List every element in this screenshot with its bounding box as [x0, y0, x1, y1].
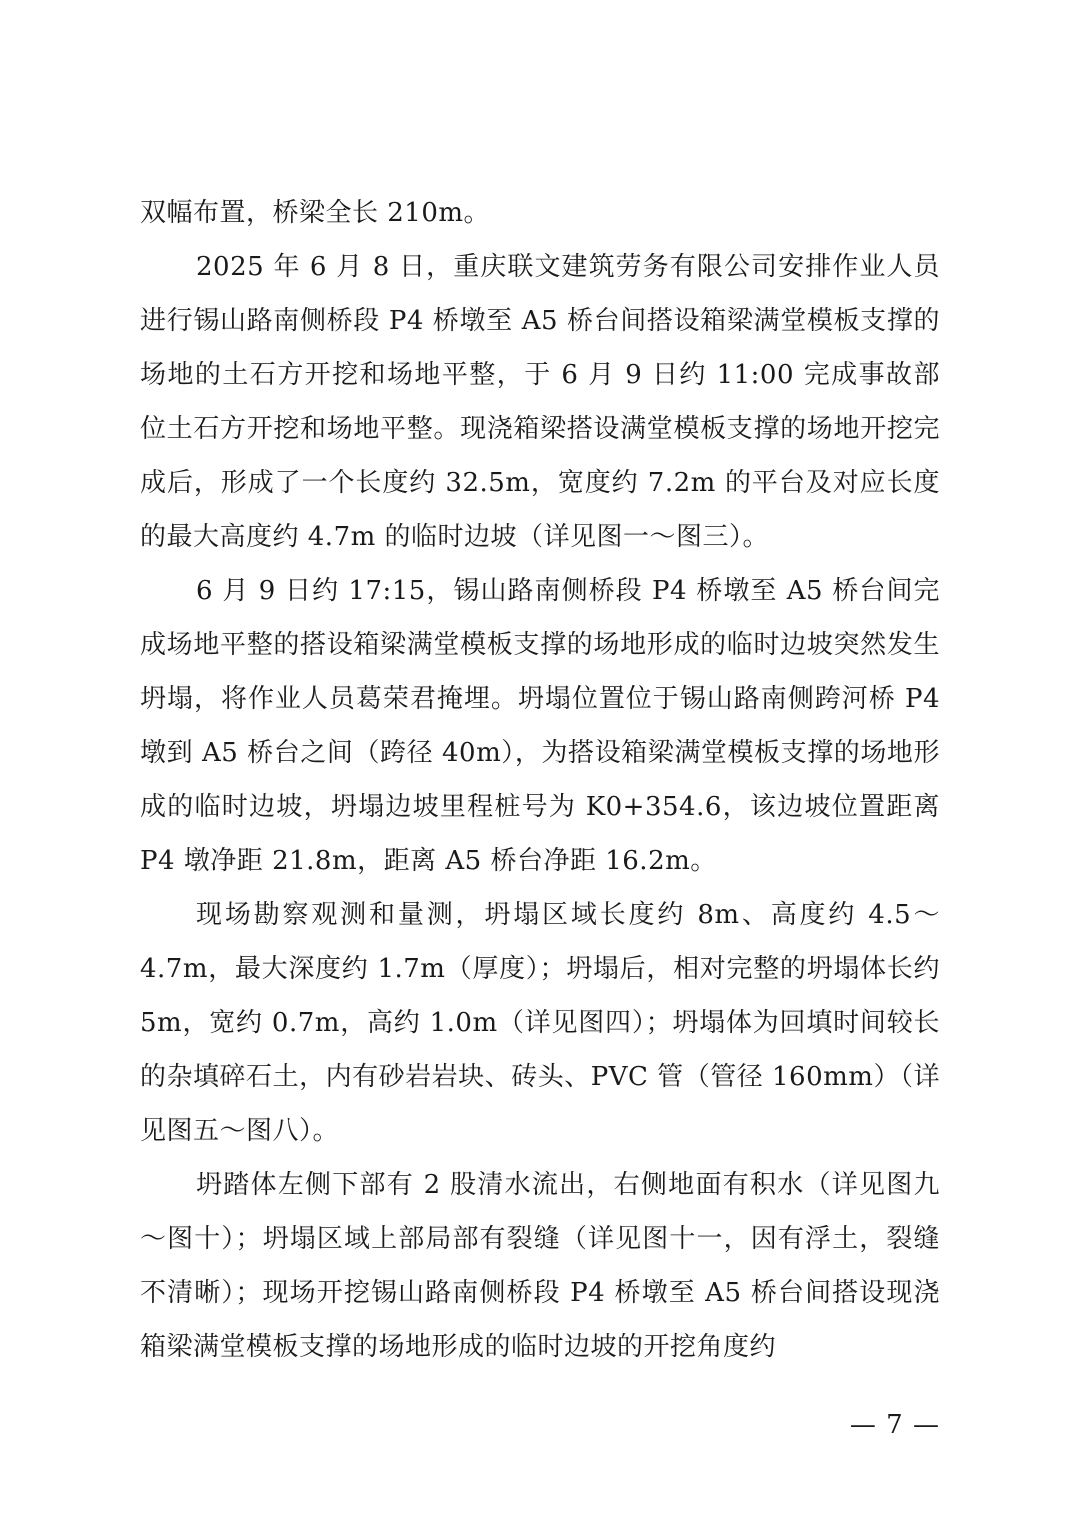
page-number: — 7 —: [849, 1410, 940, 1440]
document-body: [140, 186, 940, 1374]
paragraph-4: 现场勘察观测和量测，坍塌区域长度约 8m、高度约 4.5～4.7m，最大深度约 1.7m（厚度）；坍塌后，相对完整的坍塌体长约 5m，宽约 0.7m，高约 1.0m（详见图四）；坍塌体为回填时间较长的杂填碎石土，内有砂岩岩块、砖头、PVC 管（管径 160mm）（详见图五～图八）。: [140, 900, 940, 1146]
paragraph-2: 2025 年 6 月 8 日，重庆联文建筑劳务有限公司安排作业人员进行锡山路南侧桥段 P4 桥墩至 A5 桥台间搭设箱梁满堂模板支撑的场地的土石方开挖和场地平整，于 6 月 9 日约 11:00 完成事故部位土石方开挖和场地平整。现浇箱梁搭设满堂模板支撑的场地开挖完成后，形成了一个长度约 32.5m，宽度约 7.2m 的平台及对应长度的最大高度约 4.7m 的临时边坡（详见图一～图三）。: [140, 252, 940, 552]
paragraph-5: 坍踏体左侧下部有 2 股清水流出，右侧地面有积水（详见图九～图十）；坍塌区域上部局部有裂缝（详见图十一，因有浮土，裂缝不清晰）；现场开挖锡山路南侧桥段 P4 桥墩至 A5 桥台间搭设现浇箱梁满堂模板支撑的场地形成的临时边坡的开挖角度约: [140, 1170, 940, 1362]
paragraph-1: 双幅布置，桥梁全长 210m。: [140, 198, 491, 228]
paragraph-3: 6 月 9 日约 17:15，锡山路南侧桥段 P4 桥墩至 A5 桥台间完成场地平整的搭设箱梁满堂模板支撑的场地形成的临时边坡突然发生坍塌，将作业人员葛荣君掩埋。坍塌位置位于锡山路南侧跨河桥 P4 墩到 A5 桥台之间（跨径 40m），为搭设箱梁满堂模板支撑的场地形成的临时边坡，坍塌边坡里程桩号为 K0+354.6，该边坡位置距离 P4 墩净距 21.8m，距离 A5 桥台净距 16.2m。: [140, 576, 940, 876]
